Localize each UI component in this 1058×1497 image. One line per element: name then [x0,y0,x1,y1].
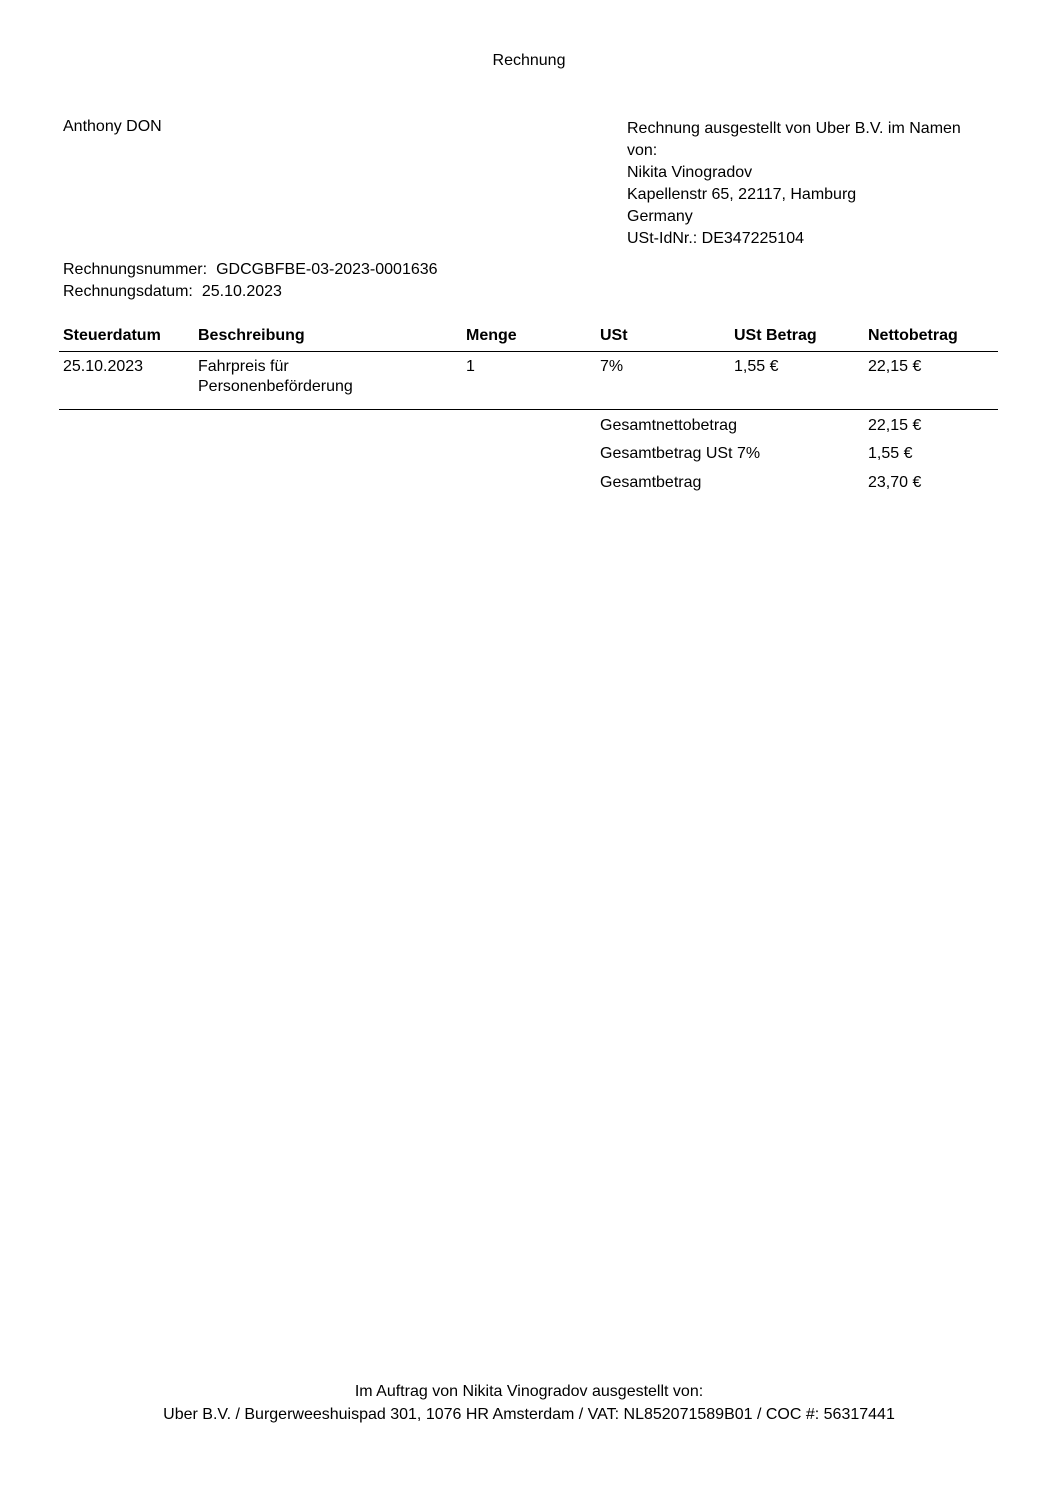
header-divider [59,351,998,352]
row-net-amount: 22,15 € [868,358,922,375]
issuer-line-1: Rechnung ausgestellt von Uber B.V. im Namen [627,120,961,137]
customer-name: Anthony DON [63,118,162,135]
issuer-country: Germany [627,208,693,225]
total-gross-label: Gesamtbetrag [600,474,702,491]
row-quantity: 1 [466,358,475,375]
header-description: Beschreibung [198,327,305,344]
header-quantity: Menge [466,327,517,344]
row-vat-amount: 1,55 € [734,358,779,375]
issuer-line-2: von: [627,142,658,159]
invoice-number-value: GDCGBFBE-03-2023-0001636 [216,261,438,278]
issuer-address: Kapellenstr 65, 22117, Hamburg [627,186,857,203]
footer-line-2: Uber B.V. / Burgerweeshuispad 301, 1076 HR Amsterdam / VAT: NL852071589B01 / COC #: 56317441 [163,1406,895,1423]
document-title: Rechnung [492,52,566,69]
header-net-amount: Nettobetrag [868,327,958,344]
invoice-date-value: 25.10.2023 [201,283,282,300]
header-tax-date: Steuerdatum [63,327,161,344]
total-net-label: Gesamtnettobetrag [600,417,737,434]
row-description-line-2: Personenbeförderung [198,378,353,395]
invoice-date-label: Rechnungsdatum: [63,283,193,300]
row-description [198,357,353,397]
row-tax-date: 25.10.2023 [63,358,144,375]
total-net-value: 22,15 € [868,417,922,434]
total-gross-value: 23,70 € [868,474,922,491]
table-bottom-divider [59,409,998,410]
invoice-meta [63,259,438,303]
total-vat-label: Gesamtbetrag USt 7% [600,445,761,462]
total-vat-value: 1,55 € [868,445,913,462]
header-vat-amount: USt Betrag [734,327,817,344]
issuer-name: Nikita Vinogradov [627,164,753,181]
row-description-line-1: Fahrpreis für [198,358,289,375]
invoice-number-label: Rechnungsnummer: [63,261,208,278]
row-vat-rate: 7% [600,358,624,375]
issuer-block [627,118,961,250]
footer-line-1: Im Auftrag von Nikita Vinogradov ausgestellt von: [354,1383,704,1400]
issuer-vat-id: USt-IdNr.: DE347225104 [627,230,804,247]
header-vat-rate: USt [600,327,628,344]
